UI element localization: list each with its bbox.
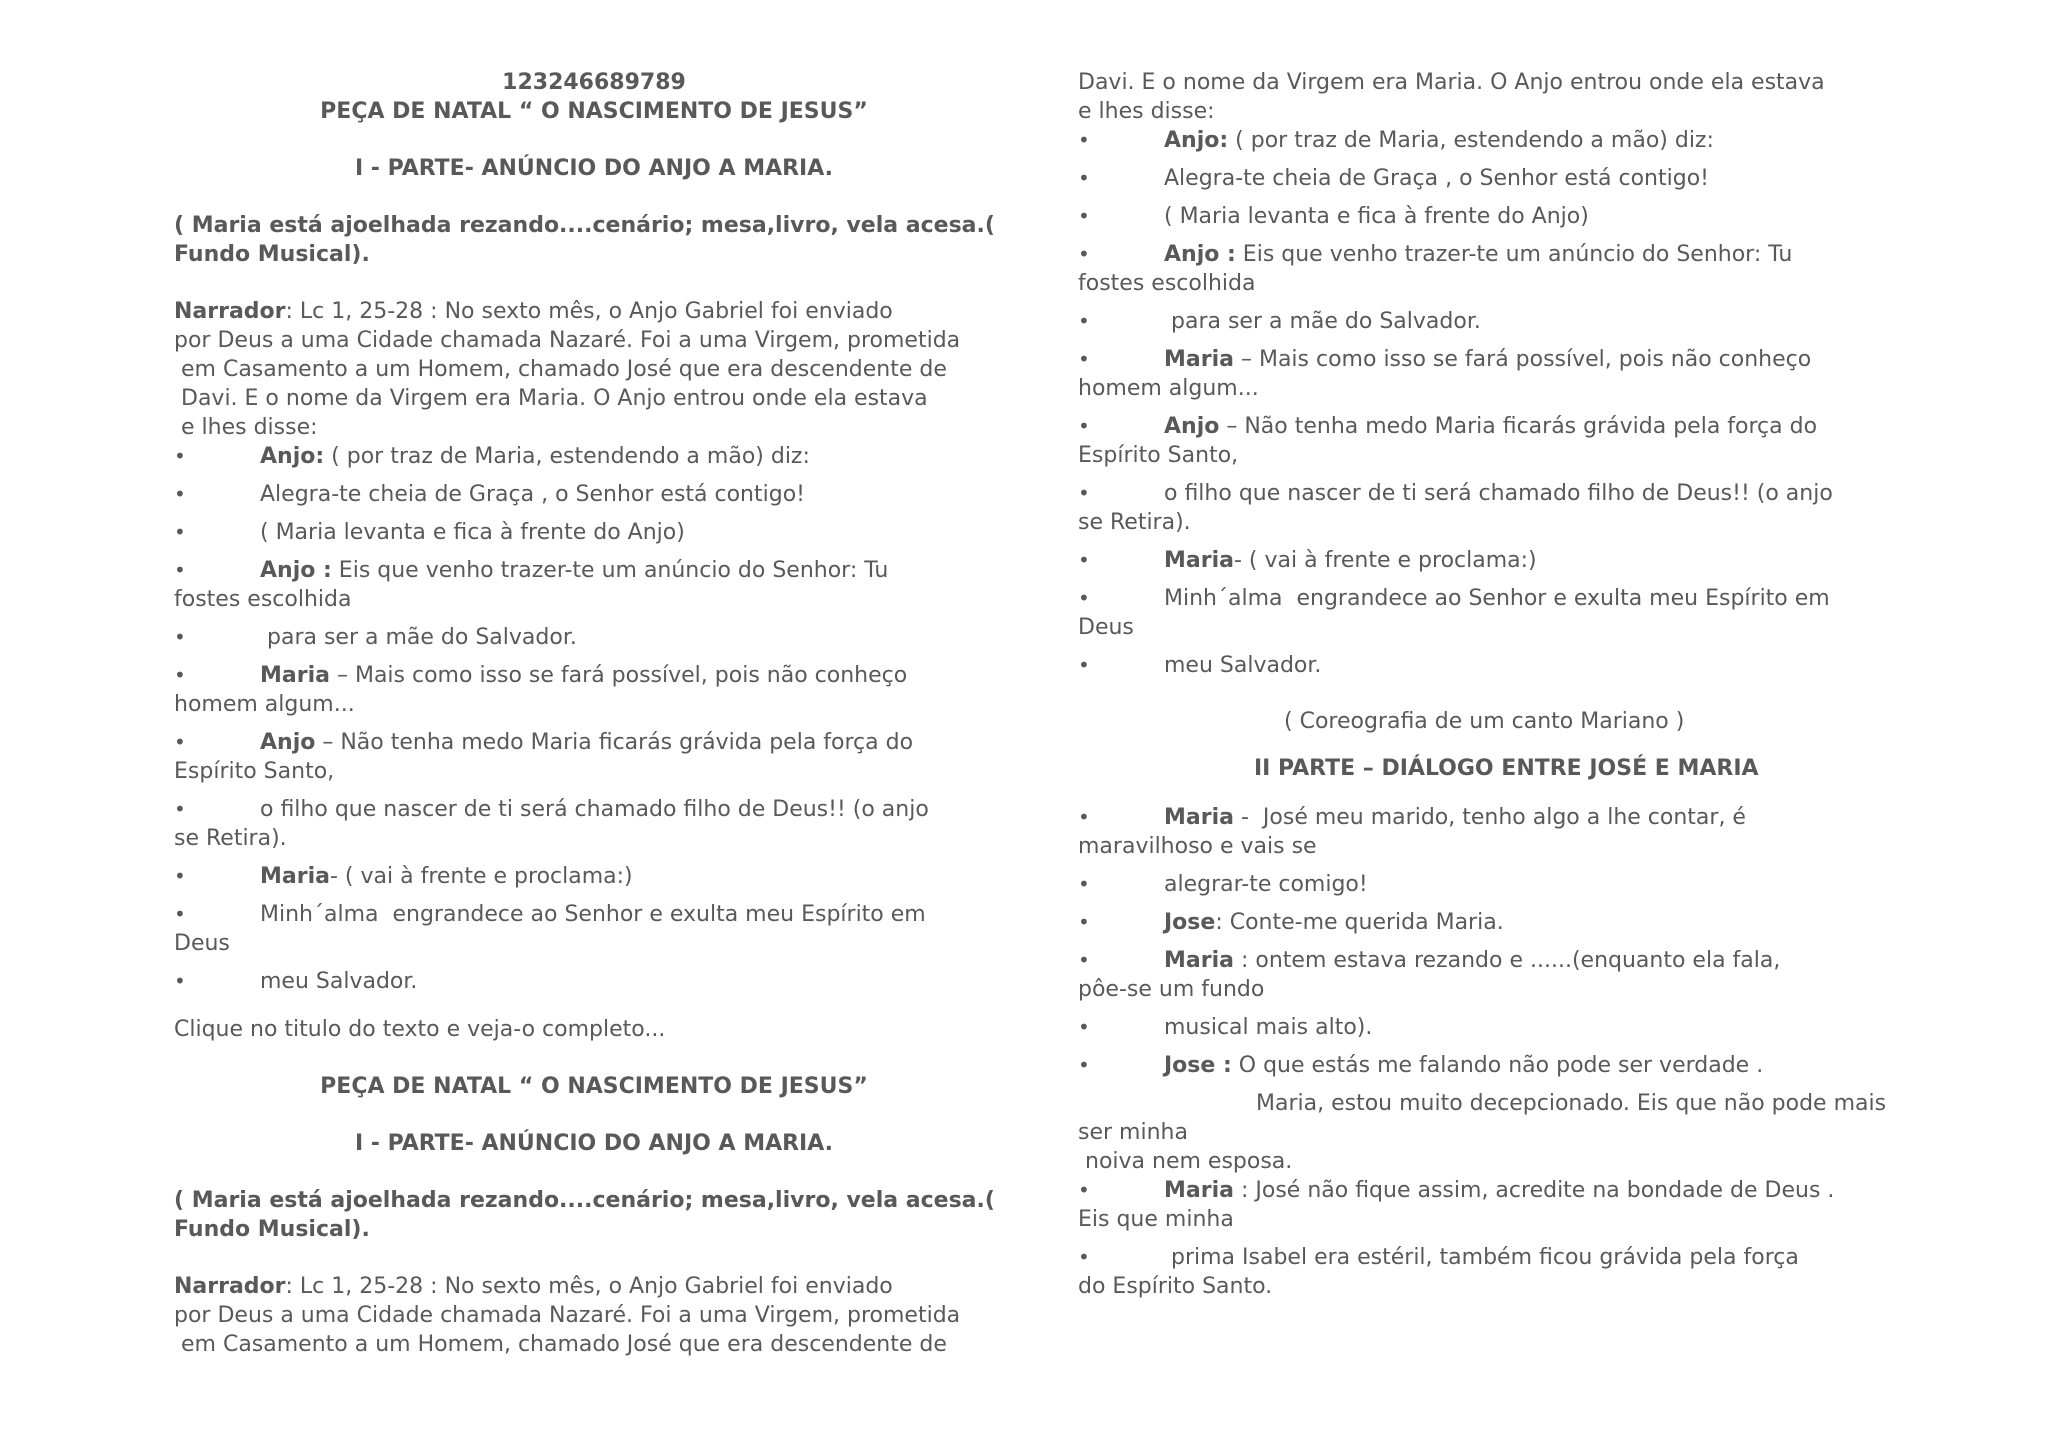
dialogue-item: [174, 862, 1034, 891]
part-one-heading: I - PARTE- ANÚNCIO DO ANJO A MARIA.: [354, 156, 834, 181]
dialogue-list-2: [1078, 803, 1948, 1080]
free-line: noiva nem esposa.: [1078, 1149, 1293, 1174]
dialogue-text-wrap: fostes escolhida: [174, 587, 352, 612]
dialogue-text: : ontem estava rezando e ......(enquanto ela fala,: [1233, 948, 1781, 973]
bullet-icon: •: [1078, 347, 1090, 371]
dialogue-text-wrap: maravilhoso e vais se: [1078, 834, 1317, 859]
speaker-label: Anjo: [1164, 414, 1220, 439]
dialogue-text: o filho que nascer de ti será chamado filho de Deus!! (o anjo: [1164, 481, 1833, 506]
bullet-icon: •: [1078, 481, 1090, 505]
speaker-label: Maria: [1164, 948, 1234, 973]
dialogue-item: [174, 967, 1034, 996]
narrator-line: Davi. E o nome da Virgem era Maria. O Anjo entrou onde ela estava: [174, 386, 928, 411]
dialogue-text: para ser a mãe do Salvador.: [260, 625, 577, 650]
dialogue-text: ( por traz de Maria, estendendo a mão) diz:: [324, 444, 810, 469]
free-line: Maria, estou muito decepcionado. Eis que não pode mais: [1256, 1091, 1887, 1116]
bullet-icon: •: [1078, 1015, 1090, 1039]
bullet-icon: •: [1078, 910, 1090, 934]
dialogue-text: meu Salvador.: [260, 969, 418, 994]
dialogue-item: [174, 518, 1034, 547]
bullet-icon: •: [1078, 1178, 1090, 1202]
dialogue-list: [1078, 126, 1948, 680]
dialogue-text-wrap: fostes escolhida: [1078, 271, 1256, 296]
dialogue-item: [1078, 946, 1948, 1004]
dialogue-item: [174, 623, 1034, 652]
dialogue-item: [1078, 307, 1948, 336]
narrator-line: por Deus a uma Cidade chamada Nazaré. Foi a uma Virgem, prometida: [174, 1303, 961, 1328]
dialogue-text: para ser a mãe do Salvador.: [1164, 309, 1481, 334]
stage-direction-repeat: ( Maria está ajoelhada rezando....cenário; mesa,livro, vela acesa.(: [174, 1188, 995, 1213]
dialogue-text: ( Maria levanta e fica à frente do Anjo): [1164, 204, 1589, 229]
bullet-icon: •: [1078, 128, 1090, 152]
dialogue-text: : José não fique assim, acredite na bondade de Deus .: [1233, 1178, 1835, 1203]
narrator-label: Narrador: [174, 299, 286, 324]
dialogue-text: Alegra-te cheia de Graça , o Senhor está contigo!: [260, 482, 805, 507]
dialogue-text: prima Isabel era estéril, também ficou grávida pela força: [1164, 1245, 1799, 1270]
stage-direction: ( Maria está ajoelhada rezando....cenário; mesa,livro, vela acesa.(: [174, 213, 995, 238]
left-column: [174, 68, 1034, 1359]
dialogue-text-wrap: Eis que minha: [1078, 1207, 1234, 1232]
bullet-icon: •: [1078, 805, 1090, 829]
bullet-icon: •: [174, 730, 186, 754]
dialogue-text-wrap: se Retira).: [174, 826, 287, 851]
dialogue-text: - ( vai à frente e proclama:): [1233, 548, 1537, 573]
dialogue-text: o filho que nascer de ti será chamado filho de Deus!! (o anjo: [260, 797, 929, 822]
speaker-label: Anjo:: [260, 444, 325, 469]
choreography-note: ( Coreografia de um canto Mariano ): [1284, 709, 1685, 734]
dialogue-item: [174, 661, 1034, 719]
dialogue-text: Alegra-te cheia de Graça , o Senhor está contigo!: [1164, 166, 1709, 191]
dialogue-item: [1078, 870, 1948, 899]
dialogue-item: [1078, 1051, 1948, 1080]
bullet-icon: •: [1078, 166, 1090, 190]
dialogue-text: – Mais como isso se fará possível, pois não conheço: [329, 663, 908, 688]
bullet-icon: •: [1078, 586, 1090, 610]
stage-direction-repeat-cont: Fundo Musical).: [174, 1217, 370, 1242]
narrator-line: : Lc 1, 25-28 : No sexto mês, o Anjo Gabriel foi enviado: [285, 299, 893, 324]
dialogue-text: - José meu marido, tenho algo a lhe contar, é: [1233, 805, 1746, 830]
speaker-label: Anjo :: [1164, 242, 1236, 267]
speaker-label: Maria: [1164, 347, 1234, 372]
dialogue-item: [1078, 164, 1948, 193]
dialogue-item: [1078, 546, 1948, 575]
speaker-label: Maria: [1164, 1178, 1234, 1203]
dialogue-text-wrap: pôe-se um fundo: [1078, 977, 1265, 1002]
right-column: [1078, 68, 1948, 1310]
speaker-label: Jose: [1164, 910, 1216, 935]
dialogue-text: - ( vai à frente e proclama:): [329, 864, 633, 889]
narrator-line: e lhes disse:: [1078, 99, 1215, 124]
dialogue-item: [1078, 202, 1948, 231]
bullet-icon: •: [1078, 204, 1090, 228]
dialogue-item: [1078, 1176, 1948, 1234]
dialogue-item: [1078, 345, 1948, 403]
bullet-icon: •: [1078, 948, 1090, 972]
dialogue-item: [1078, 803, 1948, 861]
narrator-line: por Deus a uma Cidade chamada Nazaré. Foi a uma Virgem, prometida: [174, 328, 961, 353]
bullet-icon: •: [174, 625, 186, 649]
dialogue-text: meu Salvador.: [1164, 653, 1322, 678]
bullet-icon: •: [174, 969, 186, 993]
dialogue-item: [1078, 479, 1948, 537]
dialogue-item: [1078, 1013, 1948, 1042]
bullet-icon: •: [1078, 414, 1090, 438]
dialogue-text: Minh´alma engrandece ao Senhor e exulta meu Espírito em: [1164, 586, 1830, 611]
dialogue-text-wrap: do Espírito Santo.: [1078, 1274, 1273, 1299]
bullet-icon: •: [1078, 653, 1090, 677]
narrator-line: em Casamento a um Homem, chamado José que era descendente de: [174, 357, 947, 382]
bullet-icon: •: [174, 797, 186, 821]
dialogue-list: [174, 442, 1034, 996]
speaker-label: Maria: [260, 864, 330, 889]
dialogue-text-wrap: Espírito Santo,: [174, 759, 335, 784]
play-title: PEÇA DE NATAL “ O NASCIMENTO DE JESUS”: [320, 99, 868, 124]
part-one-heading-repeat: I - PARTE- ANÚNCIO DO ANJO A MARIA.: [354, 1131, 834, 1156]
dialogue-text-wrap: homem algum...: [1078, 376, 1259, 401]
bullet-icon: •: [1078, 1053, 1090, 1077]
narrator-paragraph-repeat: [174, 1272, 1034, 1359]
stage-direction-cont: Fundo Musical).: [174, 242, 370, 267]
speaker-label: Anjo: [260, 730, 316, 755]
play-title-repeat: PEÇA DE NATAL “ O NASCIMENTO DE JESUS”: [320, 1074, 868, 1099]
speaker-label: Maria: [1164, 548, 1234, 573]
dialogue-item: [1078, 126, 1948, 155]
bullet-icon: •: [174, 520, 186, 544]
bullet-icon: •: [1078, 548, 1090, 572]
part-two-heading: II PARTE – DIÁLOGO ENTRE JOSÉ E MARIA: [1254, 756, 1759, 781]
narrator-line: em Casamento a um Homem, chamado José que era descendente de: [174, 1332, 947, 1357]
free-line: ser minha: [1078, 1120, 1188, 1145]
speaker-label: Anjo :: [260, 558, 332, 583]
dialogue-text-wrap: homem algum...: [174, 692, 355, 717]
dialogue-list-3: [1078, 1176, 1948, 1301]
dialogue-text: ( Maria levanta e fica à frente do Anjo): [260, 520, 685, 545]
dialogue-item: [174, 556, 1034, 614]
dialogue-text-wrap: se Retira).: [1078, 510, 1191, 535]
speaker-label: Maria: [1164, 805, 1234, 830]
dialogue-text: ( por traz de Maria, estendendo a mão) diz:: [1228, 128, 1714, 153]
dialogue-text: musical mais alto).: [1164, 1015, 1373, 1040]
bullet-icon: •: [1078, 1245, 1090, 1269]
dialogue-text: – Mais como isso se fará possível, pois não conheço: [1233, 347, 1812, 372]
dialogue-item: [1078, 651, 1948, 680]
dialogue-text: Minh´alma engrandece ao Senhor e exulta meu Espírito em: [260, 902, 926, 927]
bullet-icon: •: [174, 444, 186, 468]
narrator-line: e lhes disse:: [174, 415, 318, 440]
document-number: 123246689789: [502, 70, 686, 95]
dialogue-text-wrap: Deus: [174, 931, 230, 956]
dialogue-text: Eis que venho trazer-te um anúncio do Senhor: Tu: [331, 558, 889, 583]
dialogue-item: [1078, 584, 1948, 642]
dialogue-item: [174, 795, 1034, 853]
bullet-icon: •: [174, 558, 186, 582]
narrator-line: : Lc 1, 25-28 : No sexto mês, o Anjo Gabriel foi enviado: [285, 1274, 893, 1299]
speaker-label: Maria: [260, 663, 330, 688]
dialogue-item: [1078, 240, 1948, 298]
dialogue-text: – Não tenha medo Maria ficarás grávida pela força do: [315, 730, 914, 755]
narrator-paragraph: [174, 297, 1034, 442]
narrator-line: Davi. E o nome da Virgem era Maria. O Anjo entrou onde ela estava: [1078, 70, 1825, 95]
dialogue-text: : Conte-me querida Maria.: [1215, 910, 1504, 935]
dialogue-text: O que estás me falando não pode ser verdade .: [1231, 1053, 1764, 1078]
speaker-label: Jose :: [1164, 1053, 1232, 1078]
dialogue-text: alegrar-te comigo!: [1164, 872, 1368, 897]
dialogue-item: [1078, 1243, 1948, 1301]
dialogue-item: [174, 900, 1034, 958]
dialogue-text-wrap: Espírito Santo,: [1078, 443, 1239, 468]
dialogue-item: [1078, 412, 1948, 470]
bullet-icon: •: [174, 482, 186, 506]
dialogue-text-wrap: Deus: [1078, 615, 1134, 640]
read-more-link[interactable]: Clique no titulo do texto e veja-o completo...: [174, 1017, 666, 1042]
bullet-icon: •: [1078, 309, 1090, 333]
bullet-icon: •: [1078, 242, 1090, 266]
dialogue-text: Eis que venho trazer-te um anúncio do Senhor: Tu: [1235, 242, 1793, 267]
dialogue-item: [174, 728, 1034, 786]
bullet-icon: •: [174, 902, 186, 926]
bullet-icon: •: [1078, 872, 1090, 896]
bullet-icon: •: [174, 864, 186, 888]
speaker-label: Anjo:: [1164, 128, 1229, 153]
narrator-label: Narrador: [174, 1274, 286, 1299]
dialogue-text: – Não tenha medo Maria ficarás grávida pela força do: [1219, 414, 1818, 439]
dialogue-item: [1078, 908, 1948, 937]
dialogue-item: [174, 442, 1034, 471]
dialogue-item: [174, 480, 1034, 509]
bullet-icon: •: [174, 663, 186, 687]
